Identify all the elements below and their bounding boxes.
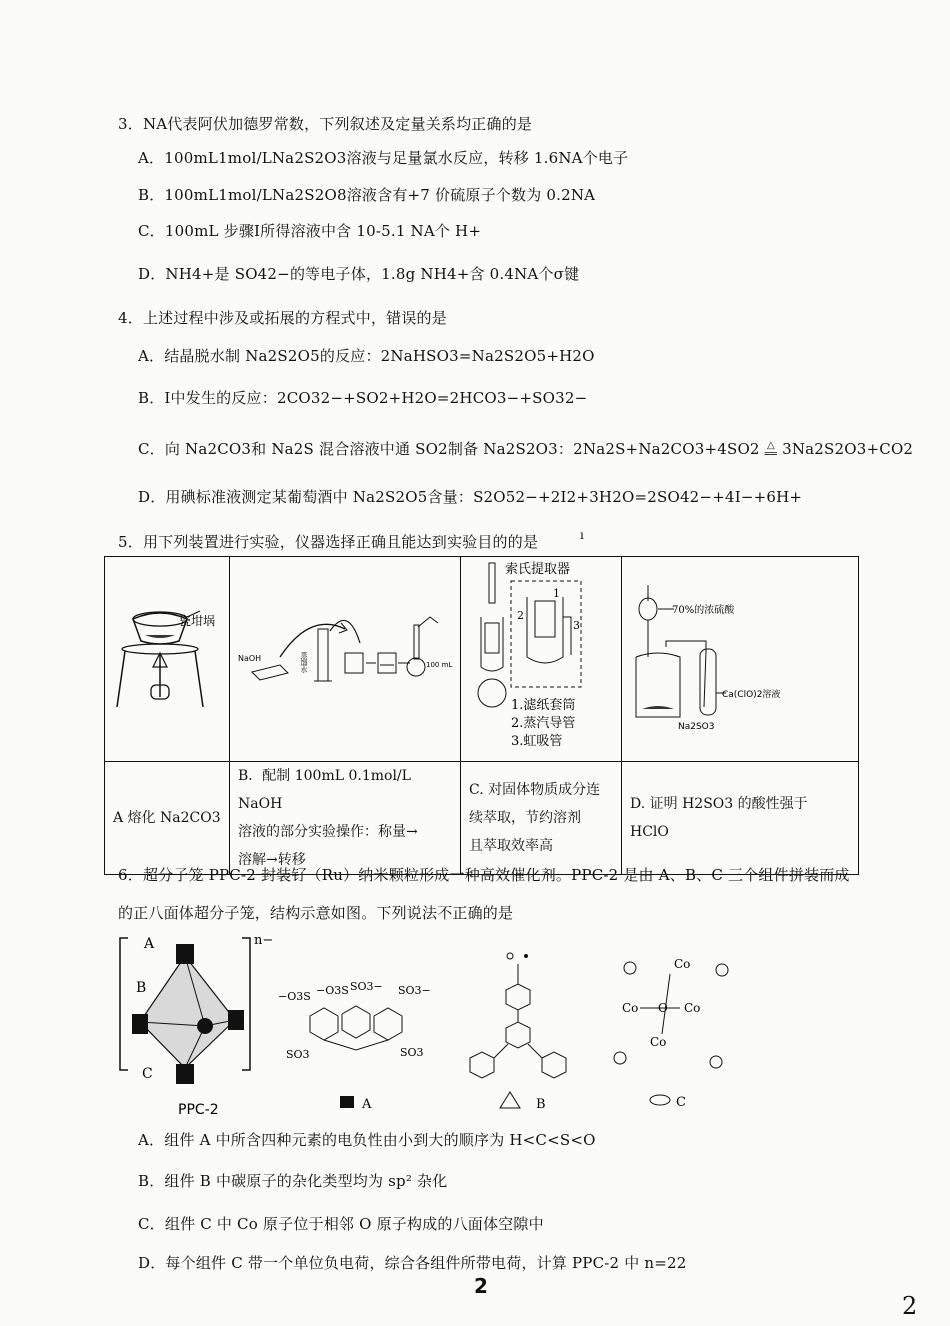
q6-option-c: C．组件 C 中 Co 原子位于相邻 O 原子构成的八面体空隙中 <box>138 1215 544 1233</box>
label-n2: 2 <box>517 609 524 622</box>
so3-1: −O3S <box>278 990 311 1003</box>
label-water: 蒸馏水 <box>300 652 308 673</box>
label-c: C <box>142 1066 153 1082</box>
label-n1: 1 <box>553 587 560 600</box>
so3-6: SO3 <box>400 1046 424 1059</box>
label-naoh: NaOH <box>238 654 262 663</box>
caption-c: C. 对固体物质成分连 续萃取，节约溶剂 且萃取效率高 <box>461 762 622 875</box>
label-volumetric-flask: 100 mL <box>426 661 453 669</box>
q6-stem-1: 6．超分子笼 PPC-2 封装钌（Ru）纳米颗粒形成一种高效催化剂。PPC-2 是由 A、B、C 三个组件拼装而成 <box>118 866 850 884</box>
label-n3: 3 <box>573 619 580 632</box>
label-crucible: 瓷坩埚 <box>179 614 216 628</box>
co-atom-1: Co <box>674 957 691 971</box>
label-b: B <box>136 980 147 996</box>
cell-crucible-figure <box>105 557 230 762</box>
q5-stem: 5．用下列装置进行实验，仪器选择正确且能达到实验目的的是 <box>118 533 539 551</box>
co-atom-4: Co <box>650 1035 667 1049</box>
q6-option-b: B．组件 B 中碳原子的杂化类型均为 sp² 杂化 <box>138 1172 448 1190</box>
q4-option-c-left: C．向 Na2CO3和 Na2S 混合溶液中通 SO2制备 Na2S2O3：2Na2S+Na2CO3+4SO2 <box>138 440 760 458</box>
cell-soxhlet-figure <box>461 557 622 762</box>
q3-option-a: A．100mL1mol/LNa2S2O3溶液与足量氯水反应，转移 1.6NA个电子 <box>138 149 629 167</box>
caption-d: D. 证明 H2SO3 的酸性强于 HClO <box>622 762 859 875</box>
handwritten-page-number: 2 <box>474 1274 488 1298</box>
q6-option-a: A．组件 A 中所含四种元素的电负性由小到大的顺序为 H<C<S<O <box>138 1131 596 1149</box>
q4-stem: 4．上述过程中涉及或拓展的方程式中，错误的是 <box>118 309 447 327</box>
q4-option-c <box>138 438 913 459</box>
legend-2: 2.蒸汽导管 <box>511 716 576 731</box>
caption-a: A 熔化 Na2CO3 <box>105 762 230 875</box>
q6-option-d: D．每个组件 C 带一个单位负电荷，综合各组件所带电荷，计算 PPC-2 中 n=22 <box>138 1254 687 1272</box>
cell-acid-test-figure <box>622 557 859 762</box>
stray-mark: ı <box>580 528 585 542</box>
co-atom-3: Co <box>684 1001 701 1015</box>
so3-4: SO3− <box>398 984 431 997</box>
q3-option-c: C．100mL 步骤Ⅰ所得溶液中含 10-5.1 NA个 H+ <box>138 222 482 240</box>
q4-option-a: A．结晶脱水制 Na2S2O5的反应：2NaHSO3=Na2S2O5+H2O <box>138 347 595 365</box>
charge-label: n− <box>254 933 274 948</box>
q3-option-d: D．NH4+是 SO42−的等电子体，1.8g NH4+含 0.4NA个σ键 <box>138 265 580 283</box>
legend-3: 3.虹吸管 <box>511 734 563 749</box>
label-calcium-hypochlorite: Ca(ClO)2溶液 <box>722 690 781 700</box>
heat-condition: △ ══ <box>764 440 778 460</box>
label-sodium-sulfite: Na2SO3 <box>678 722 715 732</box>
component-c-label: C <box>676 1095 686 1110</box>
q4-option-c-right: 3Na2S2O3+CO2 <box>782 440 914 458</box>
legend-1: 1.滤纸套筒 <box>511 698 576 713</box>
q4-option-d: D．用碘标准液测定某葡萄酒中 Na2S2O5含量：S2O52−+2I2+3H2O=2SO42−+4I−+6H+ <box>138 488 803 506</box>
so3-3: SO3− <box>350 980 383 993</box>
q4-option-b: B．Ⅰ中发生的反应：2CO32−+SO2+H2O=2HCO3−+SO32− <box>138 389 588 407</box>
experiment-table <box>104 556 859 875</box>
central-oxygen: O <box>658 1001 668 1015</box>
cell-naoh-figure <box>230 557 461 762</box>
label-acid: 70%的浓硫酸 <box>672 605 735 616</box>
caption-b: B．配制 100mL 0.1mol/L NaOH 溶液的部分实验操作：称量→ 溶解→转移 <box>230 762 461 875</box>
q3-option-b: B．100mL1mol/LNa2S2O8溶液含有+7 价硫原子个数为 0.2NA <box>138 186 596 204</box>
so3-2: −O3S <box>316 984 349 997</box>
page-number: 2 <box>902 1292 918 1320</box>
q3-stem: 3．NA代表阿伏加德罗常数，下列叙述及定量关系均正确的是 <box>118 115 533 133</box>
label-soxhlet-title: 索氏提取器 <box>505 562 571 577</box>
label-a: A <box>144 936 155 952</box>
ppc2-figure <box>110 928 850 1123</box>
component-b-label: B <box>536 1097 546 1112</box>
component-a-label: A <box>362 1097 372 1112</box>
cage-name: PPC-2 <box>178 1102 219 1118</box>
so3-5: SO3 <box>286 1048 310 1061</box>
q6-stem-2: 的正八面体超分子笼，结构示意如图。下列说法不正确的是 <box>118 904 514 922</box>
co-atom-2: Co <box>622 1001 639 1015</box>
